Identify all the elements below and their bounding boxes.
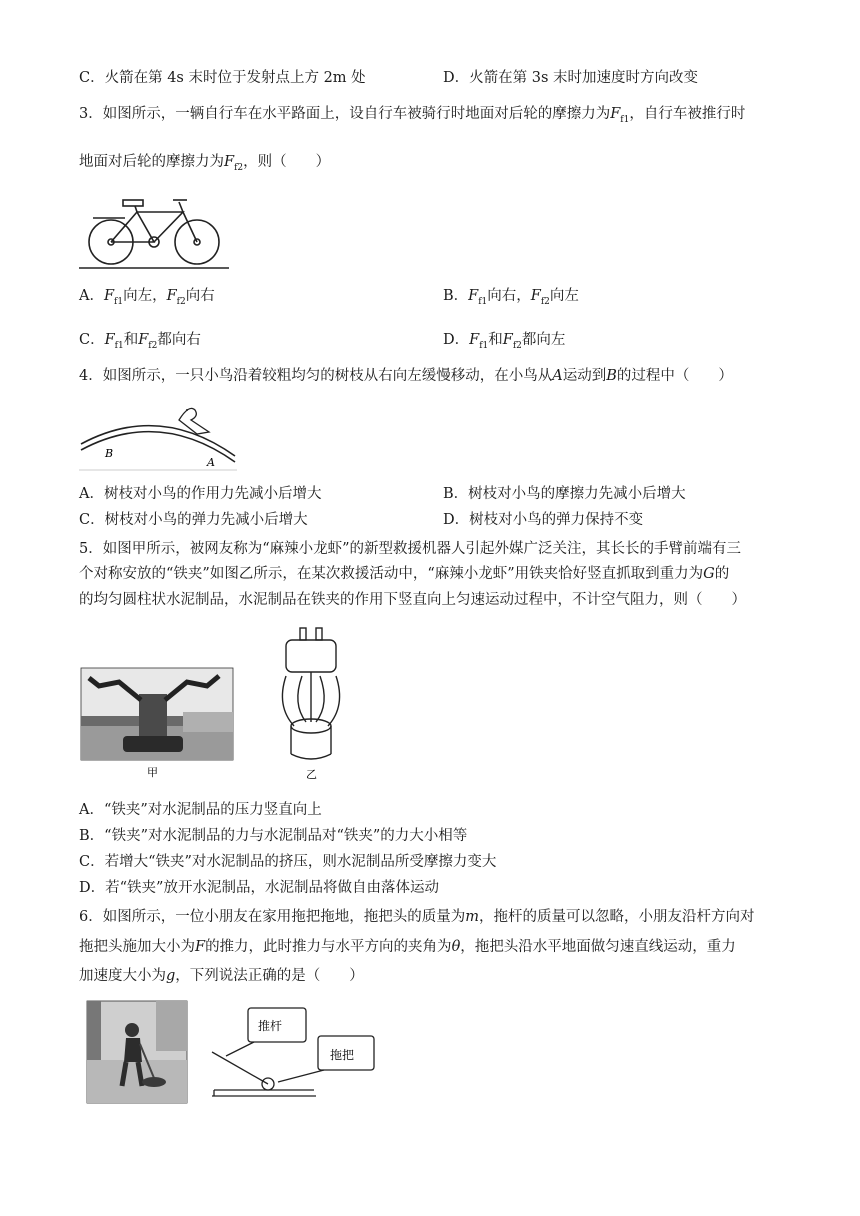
point-a-label: A xyxy=(207,456,215,469)
q4-option-b: B．树枝对小鸟的摩擦力先减小后增大 xyxy=(443,486,686,502)
q6-stem-line1: 6．如图所示，一位小朋友在家用拖把拖地，拖把头的质量为m，拖杆的质量可以忽略，小朋友沿杆方向对 xyxy=(79,909,755,925)
q5-stem-line1: 5．如图甲所示，被网友称为“麻辣小龙虾”的新型救援机器人引起外媒广泛关注，其长长的手臂前端有三 xyxy=(79,541,742,557)
figure-jia-label: 甲 xyxy=(147,766,158,779)
q5-option-b: B．“铁夹”对水泥制品的力与水泥制品对“铁夹”的力大小相等 xyxy=(79,828,468,844)
q3-option-b: B．$F_{f1}$向右，$F_{f2}$向左 xyxy=(443,288,579,307)
q6-stem-line3: 加速度大小为g，下列说法正确的是（ ） xyxy=(79,968,364,984)
q5-option-d: D．若“铁夹”放开水泥制品，水泥制品将做自由落体运动 xyxy=(79,880,439,896)
mop-sketch xyxy=(208,1006,378,1106)
q3-option-d: D．$F_{f1}$和$F_{f2}$都向左 xyxy=(443,332,566,351)
q5-option-a: A．“铁夹”对水泥制品的压力竖直向上 xyxy=(79,802,322,818)
gripper-sketch xyxy=(272,626,352,782)
figure-yi-label: 乙 xyxy=(306,768,317,781)
q6-stem-line2: 拖把头施加大小为F的推力，此时推力与水平方向的夹角为θ，拖把头沿水平地面做匀速直线运动，重力 xyxy=(79,939,736,955)
q2-option-d: D．火箭在第 3s 末时加速度时方向改变 xyxy=(443,70,699,86)
q3-stem-line1: 3．如图所示，一辆自行车在水平路面上，设自行车被骑行时地面对后轮的摩擦力为$F_{f1}$，自行车被推行时 xyxy=(79,106,746,125)
point-b-label: B xyxy=(105,447,114,460)
q3-option-a: A．$F_{f1}$向左，$F_{f2}$向右 xyxy=(79,288,215,307)
q5-stem-line2: 个对称安放的“铁夹”如图乙所示，在某次救援活动中，“麻辣小龙虾”用铁夹恰好竖直抓取到重力为G的 xyxy=(79,566,730,582)
q4-stem: 4．如图所示，一只小鸟沿着较粗均匀的树枝从右向左缓慢移动，在小鸟从A运动到B的过程中（ ） xyxy=(79,368,733,384)
q3-stem-line2: 地面对后轮的摩擦力为$F_{f2}$，则（ ） xyxy=(79,154,331,173)
bicycle-figure xyxy=(79,190,229,272)
q5-stem-line3: 的均匀圆柱状水泥制品，水泥制品在铁夹的作用下竖直向上匀速运动过程中，不计空气阻力，则（ ） xyxy=(79,592,746,608)
label-tuigan: 推杆 xyxy=(258,1019,283,1033)
q2-option-c: C．火箭在第 4s 末时位于发射点上方 2m 处 xyxy=(79,70,366,86)
child-mopping-photo xyxy=(86,1000,188,1104)
robot-photo xyxy=(79,660,235,780)
q4-option-c: C．树枝对小鸟的弹力先减小后增大 xyxy=(79,512,308,528)
label-tuoba: 拖把 xyxy=(330,1048,355,1062)
q4-option-a: A．树枝对小鸟的作用力先减小后增大 xyxy=(79,486,322,502)
q3-option-c: C．$F_{f1}$和$F_{f2}$都向右 xyxy=(79,332,201,351)
q4-option-d: D．树枝对小鸟的弹力保持不变 xyxy=(443,512,644,528)
q5-option-c: C．若增大“铁夹”对水泥制品的挤压，则水泥制品所受摩擦力变大 xyxy=(79,854,497,870)
bird-branch-figure xyxy=(79,400,237,472)
